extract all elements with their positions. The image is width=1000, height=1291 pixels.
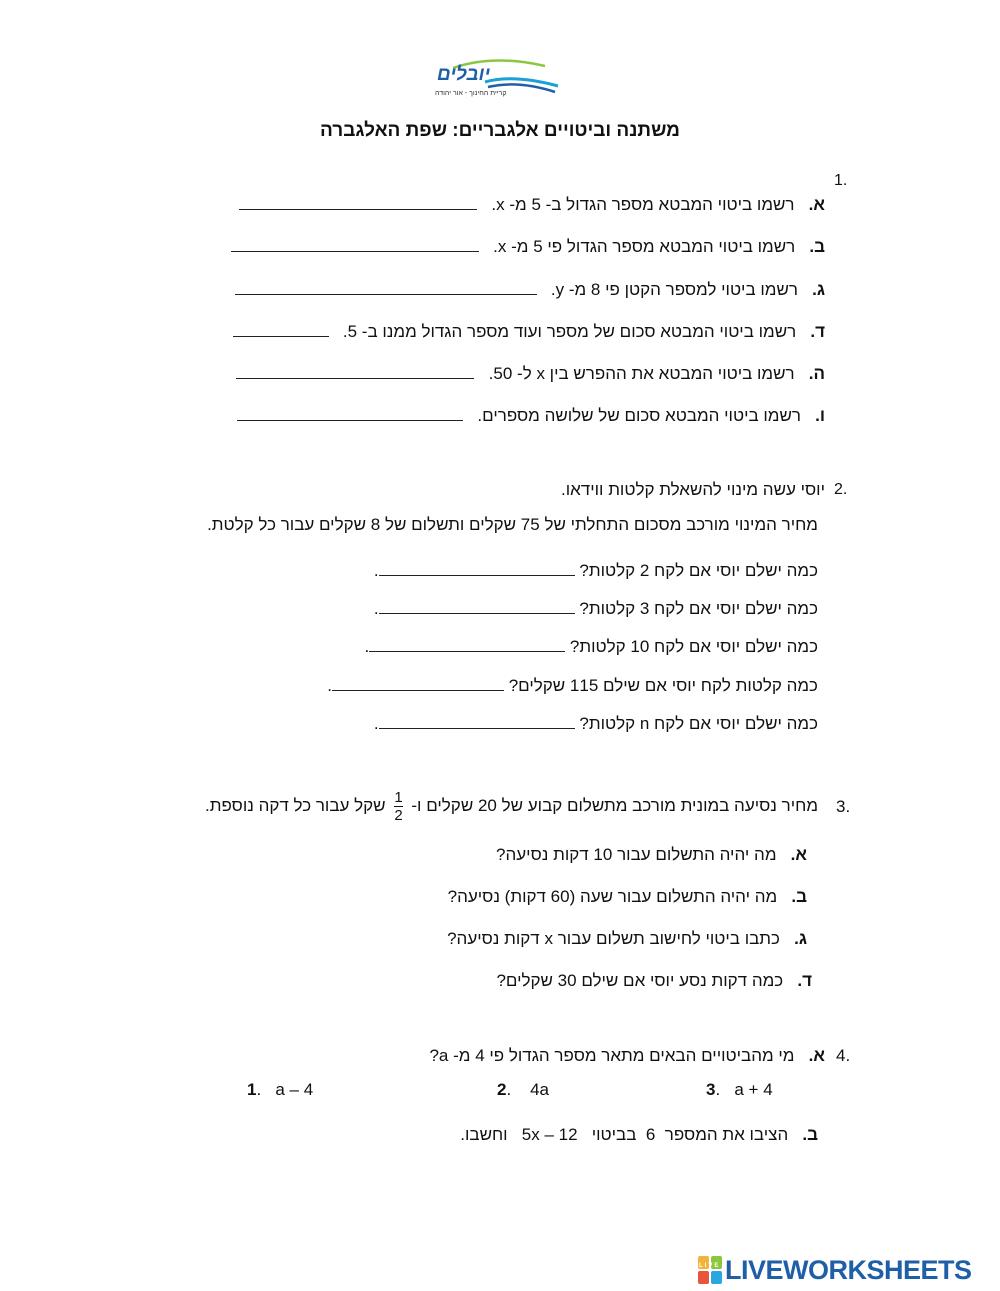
item-text: כמה דקות נסע יוסי אם שילם 30 שקלים? — [496, 971, 784, 990]
answer-blank[interactable] — [237, 406, 463, 421]
logo-subtitle: קריית החינוך - אור יהודה — [435, 90, 507, 97]
q1-number: 1. — [834, 172, 848, 189]
q1-item-c — [235, 280, 825, 300]
q2-intro2: מחיר המינוי מורכב מסכום התחלתי של 75 שקלים ותשלום של 8 שקלים עבור כל קלטת. — [207, 515, 818, 534]
liveworksheets-watermark — [698, 1255, 993, 1285]
q4-item-a — [429, 1046, 825, 1066]
period: . — [364, 637, 370, 656]
q3-item-b — [448, 887, 807, 907]
item-text: מה יהיה התשלום עבור 10 דקות נסיעה? — [496, 845, 777, 864]
period: . — [373, 599, 379, 618]
question-text: כמה ישלם יוסי אם לקח 3 קלטות? — [579, 599, 818, 618]
item-text: מי מהביטויים הבאים מתאר מספר הגדול פי 4 מ- a? — [429, 1046, 795, 1065]
q1-item-e — [236, 364, 825, 384]
item-text: רשמו ביטוי המבטא סכום של שלושה מספרים. — [477, 406, 801, 425]
item-letter: ג. — [812, 280, 825, 299]
q1-item-f — [237, 406, 825, 426]
option-number: 3 — [706, 1080, 716, 1099]
q1-item-d — [233, 322, 825, 342]
fraction-numerator: 1 — [394, 789, 403, 807]
fraction-half — [394, 789, 402, 824]
item-text: וחשבו. — [460, 1125, 508, 1144]
intro-text-b: שקל עבור כל דקה נוספת. — [205, 796, 386, 815]
q2-question-3 — [364, 637, 818, 657]
item-letter: א. — [790, 845, 807, 864]
item-letter: א. — [808, 1046, 825, 1065]
q3-item-a — [496, 845, 807, 865]
answer-blank[interactable] — [332, 676, 504, 691]
intro-text-a: מחיר נסיעה במונית מורכב מתשלום קבוע של 20 שקלים ו- — [411, 796, 818, 815]
item-text: רשמו ביטוי המבטא מספר הגדול ב- 5 מ- x. — [491, 195, 795, 214]
item-text: רשמו ביטוי המבטא את ההפרש בין x ל- 50. — [488, 364, 795, 383]
item-letter: א. — [808, 195, 825, 214]
item-text: מה יהיה התשלום עבור שעה (60 דקות) נסיעה? — [447, 887, 778, 906]
item-letter: ד. — [797, 971, 812, 990]
answer-blank[interactable] — [236, 364, 474, 379]
option-number: 2 — [497, 1080, 507, 1099]
logo-word: יובלים — [437, 64, 491, 85]
item-text: רשמו ביטוי המבטא מספר הגדול פי 5 מ- x. — [493, 237, 796, 256]
item-letter: ב. — [809, 237, 825, 256]
answer-blank[interactable] — [235, 280, 537, 295]
page-title: משתנה וביטויים אלגבריים: שפת האלגברה — [320, 120, 680, 141]
q3-item-d — [496, 971, 812, 991]
answer-blank[interactable] — [379, 714, 575, 729]
q2-number: 2. — [834, 481, 848, 498]
question-text: כמה ישלם יוסי אם לקח 2 קלטות? — [579, 561, 818, 580]
live-badge-icon — [698, 1256, 724, 1284]
item-text: הציבו את המספר — [664, 1125, 789, 1144]
item-letter: ה. — [808, 364, 825, 383]
school-logo — [433, 52, 565, 102]
period: . — [373, 714, 379, 733]
item-letter: ג. — [794, 929, 807, 948]
watermark-text: LIVEWORKSHEETS — [725, 1255, 972, 1285]
question-text: כמה ישלם יוסי אם לקח n קלטות? — [579, 714, 818, 733]
q4-number: 4. — [836, 1046, 851, 1065]
item-text: רשמו ביטוי למספר הקטן פי 8 מ- y. — [550, 280, 798, 299]
q2-question-2 — [374, 599, 818, 619]
q1-item-a — [239, 195, 825, 215]
period: . — [327, 676, 332, 695]
item-letter: ב. — [802, 1125, 818, 1144]
answer-blank[interactable] — [239, 195, 477, 210]
q2-question-5 — [374, 714, 818, 734]
fraction-denominator: 2 — [394, 807, 403, 825]
item-text: כתבו ביטוי לחישוב תשלום עבור x דקות נסיעה? — [447, 929, 780, 948]
q1-item-b — [231, 237, 825, 257]
option-expression: a – 4 — [275, 1080, 314, 1099]
question-text: כמה קלטות לקח יוסי אם שילם 115 שקלים? — [508, 676, 818, 695]
q2-question-1 — [374, 561, 818, 581]
q4-option-1[interactable]: 1. a – 4 — [247, 1080, 314, 1099]
q3-number: 3. — [836, 797, 851, 816]
answer-blank[interactable] — [369, 637, 565, 652]
item-text: רשמו ביטוי המבטא סכום של מספר ועוד מספר הגדול ממנו ב- 5. — [342, 322, 797, 341]
item-text: בביטוי — [591, 1125, 637, 1144]
option-expression: 4a — [530, 1080, 550, 1099]
q4-option-3[interactable]: 3. a + 4 — [706, 1080, 773, 1099]
item-letter: ו. — [815, 406, 825, 425]
answer-blank[interactable] — [231, 237, 479, 252]
answer-blank[interactable] — [379, 561, 575, 576]
q2-question-4 — [327, 676, 818, 696]
q3-item-c — [447, 929, 807, 949]
answer-blank[interactable] — [233, 322, 329, 337]
period: . — [373, 561, 379, 580]
item-letter: ד. — [810, 322, 825, 341]
option-number: 1 — [247, 1080, 257, 1099]
q3-intro — [205, 787, 818, 825]
q4-option-2[interactable]: 2. 4a — [497, 1080, 550, 1099]
item-number: 6 — [645, 1125, 656, 1144]
item-letter: ב. — [791, 887, 807, 906]
question-text: כמה ישלם יוסי אם לקח 10 קלטות? — [569, 637, 818, 656]
item-expression: 5x – 12 — [521, 1125, 578, 1144]
q4-item-b — [460, 1125, 818, 1145]
q2-intro: יוסי עשה מינוי להשאלת קלטות ווידאו. — [560, 480, 825, 499]
answer-blank[interactable] — [379, 599, 575, 614]
option-expression: a + 4 — [734, 1080, 773, 1099]
live-badge-label: LIVE — [699, 1263, 721, 1269]
